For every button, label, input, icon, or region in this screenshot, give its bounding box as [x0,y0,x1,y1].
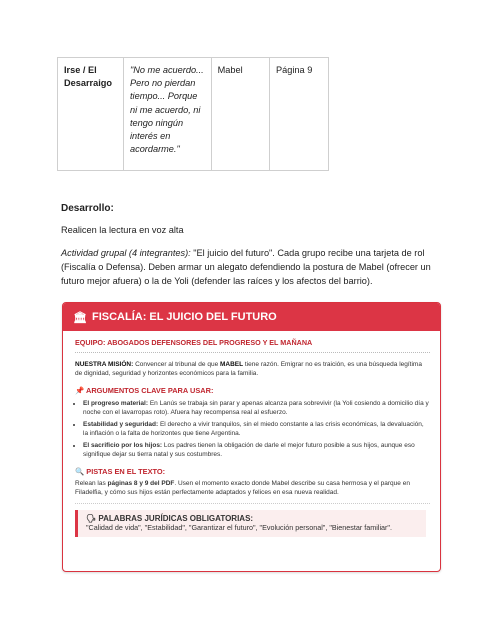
arg-label: El sacrificio por los hijos: [83,442,163,449]
card-header [63,303,440,331]
quote-cell: "No me acuerdo... Pero no pierdan tiempo... Porque ni me acuerdo, ni tengo ningún interés en acordarme." [123,58,211,171]
clues-pages: páginas 8 y 9 del PDF [107,480,175,487]
activity-text: "El juicio del futuro". Cada grupo recibe una tarjeta de rol (Fiscalía o Defensa). Deben armar un alegato defendiendo la postura de Mabel (ofrecer un futuro mejor afuera) o la de Yoli (defender las raíces y los afectos del barrio). [61,248,431,286]
arg-text: Los padres tienen la obligación de darle el mejor futuro posible a sus hijos, aunque eso signifique dejar su tierra natal y sus costumbres. [83,442,415,458]
clues-text [75,479,430,504]
arg-label: Estabilidad y seguridad: [83,421,159,428]
legal-words-box [75,510,426,537]
activity-label: Actividad grupal (4 integrantes): [61,248,191,258]
mission-text [75,360,430,378]
mission-name: MABEL [220,361,244,368]
mission-pre: Convencer al tribunal de que [133,361,220,368]
mission-label: NUESTRA MISIÓN: [75,361,134,368]
page-cell: Página 9 [270,58,329,171]
legal-words-list: "Calidad de vida", "Estabilidad", "Garantizar el futuro", "Evolución personal", "Bienestar familiar". [86,523,392,532]
character-cell: Mabel [211,58,269,171]
legal-words-heading [86,514,420,523]
desarrollo-heading: Desarrollo: [61,203,114,214]
table-row [58,58,329,171]
card-title: FISCALÍA: EL JUICIO DEL FUTURO [91,311,277,323]
team-heading: EQUIPO: ABOGADOS DEFENSORES DEL PROGRESO Y EL MAÑANA [75,338,430,353]
quote-table [57,57,329,171]
role-card [62,302,441,572]
list-item [83,420,430,438]
theme-cell: Irse / El Desarraigo [58,58,124,171]
arg-text: En Lanús se trabaja sin parar y apenas alcanza para sobrevivir (la Yoli cosiendo a domicilio día y noche con el lavarropas roto). Afuera hay recompensa real al esfuerzo. [83,400,429,416]
clues-post: . Usen el momento exacto donde Mabel describe su casa hermosa y el parque en Filadelfia, y cómo sus hijos están perfectamente adaptados y felices en esa nueva realidad. [75,480,410,496]
card-body [63,331,440,537]
list-item [83,441,430,459]
legal-words-title: PALABRAS JURÍDICAS OBLIGATORIAS: [98,514,254,523]
clues-heading [75,467,430,476]
speech-bubble-icon: 🗣 [86,514,97,523]
args-list [75,399,430,459]
args-heading [75,386,430,395]
read-instruction: Realicen la lectura en voz alta [61,225,184,235]
pin-icon: 📌 [75,386,85,395]
clues-pre: Relean las [75,480,108,487]
mission-post: tiene razón. Emigrar no es traición, es una búsqueda legítima de dignidad, seguridad y horizontes económicos para la familia. [75,361,422,377]
magnifier-icon: 🔍 [75,467,85,476]
list-item [83,399,430,417]
clues-title: PISTAS EN EL TEXTO: [86,467,166,476]
arg-text: El derecho a vivir tranquilos, sin el miedo constante a las crisis económicas, la devaluación, la inflación o la falta de horizontes que tiene Argentina. [83,421,424,437]
activity-paragraph [61,247,441,288]
args-title: ARGUMENTOS CLAVE PARA USAR: [85,386,214,395]
courthouse-icon: 🏛 [73,311,87,324]
arg-label: El progreso material: [83,400,149,407]
